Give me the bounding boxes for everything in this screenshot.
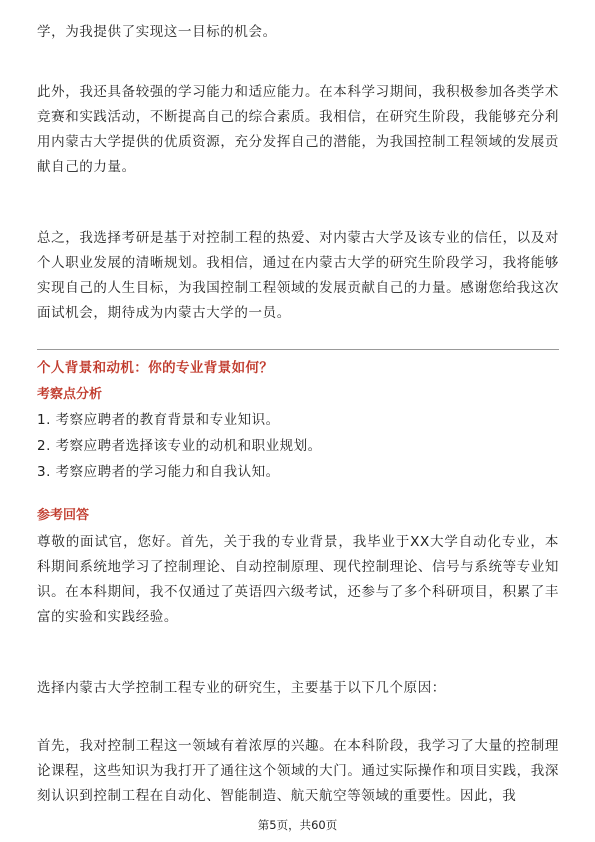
paragraph-text: 此外，我还具备较强的学习能力和适应能力。在本科学习期间，我积极参加各类学术竞赛和实践活动，不断提高自己的综合素质。我相信，在研究生阶段，我能够充分利用内蒙古大学提供的优质资源，充分发挥自己的潜能，为我国控制工程领域的发展贡献自己的力量。: [37, 84, 559, 175]
paragraph-text: 选择内蒙古大学控制工程专业的研究生，主要基于以下几个原因：: [37, 680, 446, 696]
answer-paragraph-background: [37, 530, 559, 630]
page-number: 第5页，共60页: [257, 818, 338, 832]
answer-label: 参考回答: [37, 508, 90, 523]
paragraph-text: 总之，我选择考研是基于对控制工程的热爱、对内蒙古大学及该专业的信任，以及对个人职业发展的清晰规划。我相信，通过在内蒙古大学的研究生阶段学习，我将能够实现自己的人生目标，为我国控制工程领域的发展贡献自己的力量。感谢您给我这次面试机会，期待成为内蒙古大学的一员。: [37, 230, 559, 321]
question-title: 个人背景和动机：你的专业背景如何？: [37, 360, 274, 376]
answer-section: [37, 506, 559, 526]
answer-paragraph-interest: [37, 734, 559, 809]
paragraph-text: 尊敬的面试官，您好。首先，关于我的专业背景，我毕业于XX大学自动化专业，本科期间系统地学习了控制理论、自动控制原理、现代控制理论、信号与系统等专业知识。在本科期间，我不仅通过了英语四六级考试，还参与了多个科研项目，积累了丰富的实验和实践经验。: [37, 534, 559, 625]
paragraph-continuation: [37, 20, 559, 45]
analysis-section: [37, 385, 559, 485]
question-section: [37, 357, 559, 379]
analysis-item: 1. 考察应聘者的教育背景和专业知识。: [37, 412, 280, 428]
page-footer: [0, 817, 595, 833]
section-divider: [37, 349, 559, 350]
paragraph-text: 首先，我对控制工程这一领域有着浓厚的兴趣。在本科阶段，我学习了大量的控制理论课程，这些知识为我打开了通往这个领域的大门。通过实际操作和项目实践，我深刻认识到控制工程在自动化、智能制造、航天航空等领域的重要性。因此，我: [37, 738, 559, 804]
paragraph-ability: [37, 80, 559, 180]
analysis-item: 3. 考察应聘者的学习能力和自我认知。: [37, 464, 280, 480]
paragraph-summary: [37, 226, 559, 326]
analysis-item: 2. 考察应聘者选择该专业的动机和职业规划。: [37, 438, 322, 454]
analysis-list: [37, 407, 559, 485]
answer-paragraph-reasons: [37, 676, 559, 701]
paragraph-text: 学，为我提供了实现这一目标的机会。: [37, 24, 277, 40]
analysis-label: 考察点分析: [37, 387, 103, 402]
